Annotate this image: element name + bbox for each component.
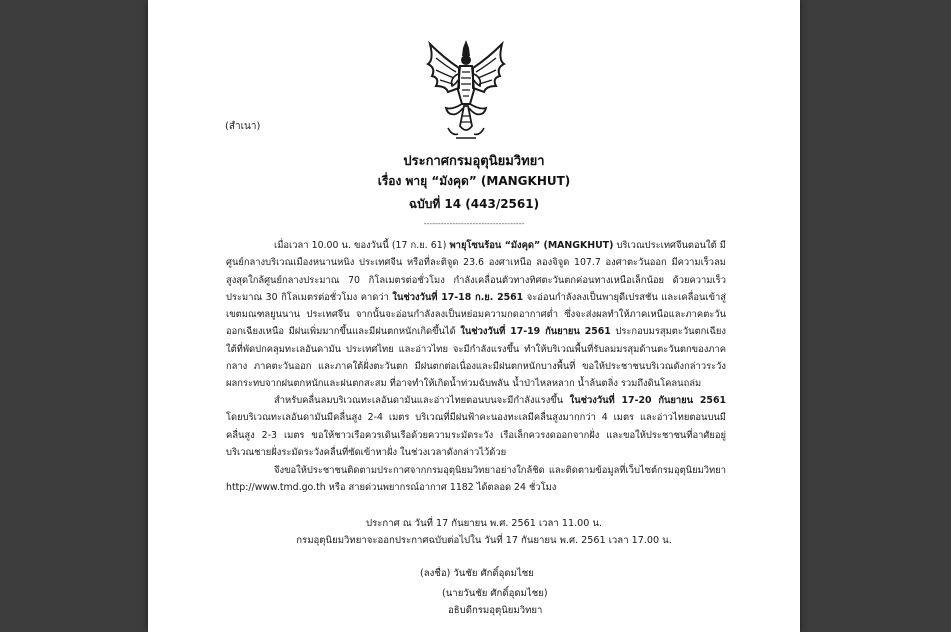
signer-name: (นายวันชัย ศักดิ์อุดมไชย) bbox=[442, 588, 548, 599]
period-17-20: ในช่วงวันที่ 17-20 กันยายน 2561 bbox=[569, 395, 726, 406]
p1-text-b: บริเวณประเทศจีนตอนใต้ มีศูนย์กลางบริเวณเมืองหนานหนิง ประเทศจีน หรือที่ละติจูด 23.6 องศาเหนือ ลองจิจูด 107.7 องศาตะวันออก มีความเร็วลมสูงสุดใกล้ศูนย์กลางประมาณ 70 กิโลเมตรต่อชั่วโมง กำลังเคลื่อนตัวทางทิศตะวันตกค่อนทางเหนือเล็กน้อย ด้วยความเร็วประมาณ 30 กิโลเมตรต่อชั่วโมง คาดว่า bbox=[226, 240, 726, 303]
storm-name: พายุโซนร้อน “มังคุด” (MANGKHUT) bbox=[449, 240, 614, 251]
signature-line: (ลงชื่อ) วันชัย ศักดิ์อุดมไชย bbox=[420, 568, 534, 579]
p1-text-a: เมื่อเวลา 10.00 น. ของวันนี้ (17 ก.ย. 61) bbox=[274, 240, 450, 251]
document-page bbox=[148, 0, 800, 632]
period-17-18: ในช่วงวันที่ 17-18 ก.ย. 2561 bbox=[392, 291, 524, 303]
p2-text-b: โดยบริเวณทะเลอันดามันมีคลื่นสูง 2-4 เมตร บริเวณที่มีฝนฟ้าคะนองทะเลมีคลื่นสูงมากกว่า 4 เมตร และอ่าวไทยตอนบนมีคลื่นสูง 2-3 เมตร ขอให้ชาวเรือควรเดินเรือด้วยความระมัดระวัง เรือเล็กควรงดออกจากฝั่ง และขอให้ประชาชนที่อาศัยอยู่บริเวณชายฝั่งระมัดระวังคลื่นที่ซัดเข้าหาฝั่ง ในช่วงเวลาดังกล่าวไว้ด้วย bbox=[226, 412, 726, 458]
garuda-emblem-icon bbox=[426, 38, 506, 140]
period-17-19: ในช่วงวันที่ 17-19 กันยายน 2561 bbox=[460, 326, 611, 338]
paragraph-2 bbox=[226, 392, 726, 461]
separator-line: ----------------------------------- bbox=[423, 219, 525, 228]
signer-position: อธิบดีกรมอุตุนิยมวิทยา bbox=[448, 605, 543, 616]
announcement-date: ประกาศ ณ วันที่ 17 กันยายน พ.ศ. 2561 เวลา 11.00 น. bbox=[366, 518, 602, 529]
subject-line: เรื่อง พายุ “มังคุด” (MANGKHUT) bbox=[377, 174, 571, 188]
page-title: ประกาศกรมอุตุนิยมวิทยา bbox=[403, 154, 545, 169]
p1-text-d: ประกอบมรสุมตะวันตกเฉียงใต้ที่พัดปกคลุมทะเลอันดามัน ประเทศไทย และอ่าวไทย จะมีกำลังแรงขึ้น ทำให้บริเวณพื้นที่รับลมมรสุมด้านตะวันตกของภาคกลาง ภาคตะวันออก และภาคใต้ฝั่งตะวันตก มีฝนตกต่อเนื่องและมีฝนตกหนักบางพื้นที่ ขอให้ประชาชนบริเวณดังกล่าวระวังผลกระทบจากฝนตกหนักและฝนตกสะสม ที่อาจทำให้เกิดน้ำท่วมฉับพลัน น้ำป่าไหลหลาก น้ำล้นตลิ่ง รวมถึงดินโคลนถล่ม bbox=[226, 326, 727, 390]
copy-mark: (สำเนา) bbox=[225, 121, 261, 132]
issue-number: ฉบับที่ 14 (443/2561) bbox=[408, 197, 540, 211]
paragraph-3 bbox=[226, 462, 726, 497]
next-announcement: กรมอุตุนิยมวิทยาจะออกประกาศฉบับต่อไปใน วันที่ 17 กันยายน พ.ศ. 2561 เวลา 17.00 น. bbox=[296, 535, 672, 546]
p3-text: จึงขอให้ประชาชนติดตามประกาศจากกรมอุตุนิยมวิทยาอย่างใกล้ชิด และติดตามข้อมูลที่เว็บไซต์กรมอุตุนิยมวิทยา http://www.tmd.go.th หรือ สายด่วนพยากรณ์อากาศ 1182 ได้ตลอด 24 ชั่วโมง bbox=[226, 465, 726, 494]
p2-text-a: สำหรับคลื่นลมบริเวณทะเลอันดามันและอ่าวไทยตอนบนจะมีกำลังแรงขึ้น bbox=[274, 395, 570, 406]
paragraph-1 bbox=[226, 237, 726, 393]
p1-text-c: จะอ่อนกำลังลงเป็นพายุดีเปรสชัน และเคลื่อนเข้าสู่เขตมณฑลยูนนาน ประเทศจีน จากนั้นจะอ่อนกำลังลงเป็นหย่อมความกดอากาศต่ำ ซึ่งจะส่งผลทำให้ภาคเหนือและภาคตะวันออกเฉียงเหนือ มีฝนเพิ่มมากขึ้นและมีฝนตกหนักเกิดขึ้นได้ bbox=[226, 291, 726, 338]
